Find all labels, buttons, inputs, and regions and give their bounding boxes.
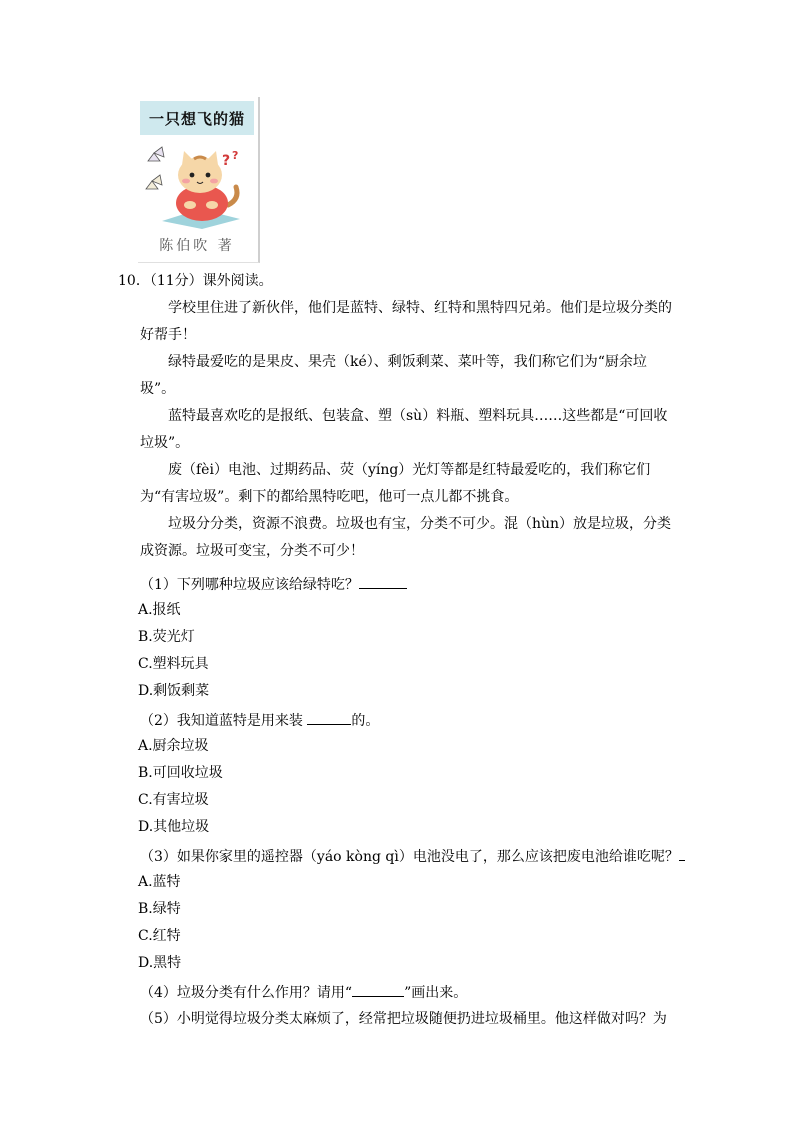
butterfly-icon	[148, 147, 164, 161]
sub-question-3	[140, 846, 685, 866]
passage-paragraph: 垃圾分分类，资源不浪费。垃圾也有宝，分类不可少。混（hùn）放是垃圾，分类成资源。垃圾可变宝，分类不可少！	[140, 516, 672, 559]
sub-question-4	[140, 982, 467, 1002]
sub-question-1	[140, 574, 407, 594]
option-item[interactable]: B.可回收垃圾	[138, 765, 223, 781]
option-item[interactable]: A.报纸	[138, 602, 181, 618]
option-item[interactable]: A.厨余垃圾	[138, 738, 209, 754]
option-item[interactable]: D.剩饭剩菜	[138, 683, 210, 699]
butterfly-icon	[146, 175, 162, 189]
sub-question-4-text-after: ”画出来。	[404, 985, 468, 1001]
option-item[interactable]: C.红特	[138, 928, 181, 944]
sub-question-5: （5）小明觉得垃圾分类太麻烦了，经常把垃圾随便扔进垃圾桶里。他这样做对吗？为	[140, 1011, 667, 1027]
passage-paragraph: 绿特最爱吃的是果皮、果壳（ké）、剩饭剩菜、菜叶等，我们称它们为“厨余垃圾”。	[140, 354, 647, 397]
option-item[interactable]: B.绿特	[138, 901, 181, 917]
question-header: 10．（11分）课外阅读。	[118, 273, 273, 289]
answer-blank[interactable]	[307, 710, 351, 725]
svg-text:?: ?	[222, 153, 231, 169]
book-title-band	[140, 101, 254, 135]
passage-paragraph: 学校里住进了新伙伴，他们是蓝特、绿特、红特和黑特四兄弟。他们是垃圾分类的好帮手！	[140, 300, 672, 343]
option-item[interactable]: A.蓝特	[138, 874, 181, 890]
sub-question-3-text: （3）如果你家里的遥控器（yáo kòng qì）电池没电了，那么应该把废电池给谁吃呢？	[140, 849, 679, 865]
option-item[interactable]: C.有害垃圾	[138, 792, 209, 808]
sub-question-2-text-after: 的。	[351, 713, 380, 729]
book-cover-image	[138, 97, 260, 263]
option-item[interactable]: D.黑特	[138, 955, 182, 971]
cat-illustration	[140, 139, 254, 229]
sub-question-1-text: （1）下列哪种垃圾应该给绿特吃？	[140, 577, 359, 593]
book-title: 一只想飞的猫	[148, 109, 245, 128]
answer-blank[interactable]	[359, 574, 407, 589]
passage-paragraph: 蓝特最喜欢吃的是报纸、包装盒、塑（sù）料瓶、塑料玩具……这些都是“可回收垃圾”。	[140, 408, 668, 451]
answer-blank[interactable]	[679, 846, 685, 861]
sub-question-4-text-before: （4）垃圾分类有什么作用？请用“	[140, 985, 353, 1001]
sub-question-2-text-before: （2）我知道蓝特是用来装	[140, 713, 308, 729]
option-item[interactable]: B.荧光灯	[138, 629, 195, 645]
option-item[interactable]: C.塑料玩具	[138, 656, 209, 672]
option-item[interactable]: D.其他垃圾	[138, 819, 210, 835]
book-author: 陈伯吹 著	[159, 238, 235, 254]
sub-question-2	[140, 710, 379, 730]
passage-paragraph: 废（fèi）电池、过期药品、荧（yíng）光灯等都是红特最爱吃的，我们称它们为“有害垃圾”。剩下的都给黑特吃吧，他可一点儿都不挑食。	[140, 462, 651, 505]
answer-blank[interactable]	[352, 982, 404, 997]
svg-text:?: ?	[232, 149, 239, 162]
